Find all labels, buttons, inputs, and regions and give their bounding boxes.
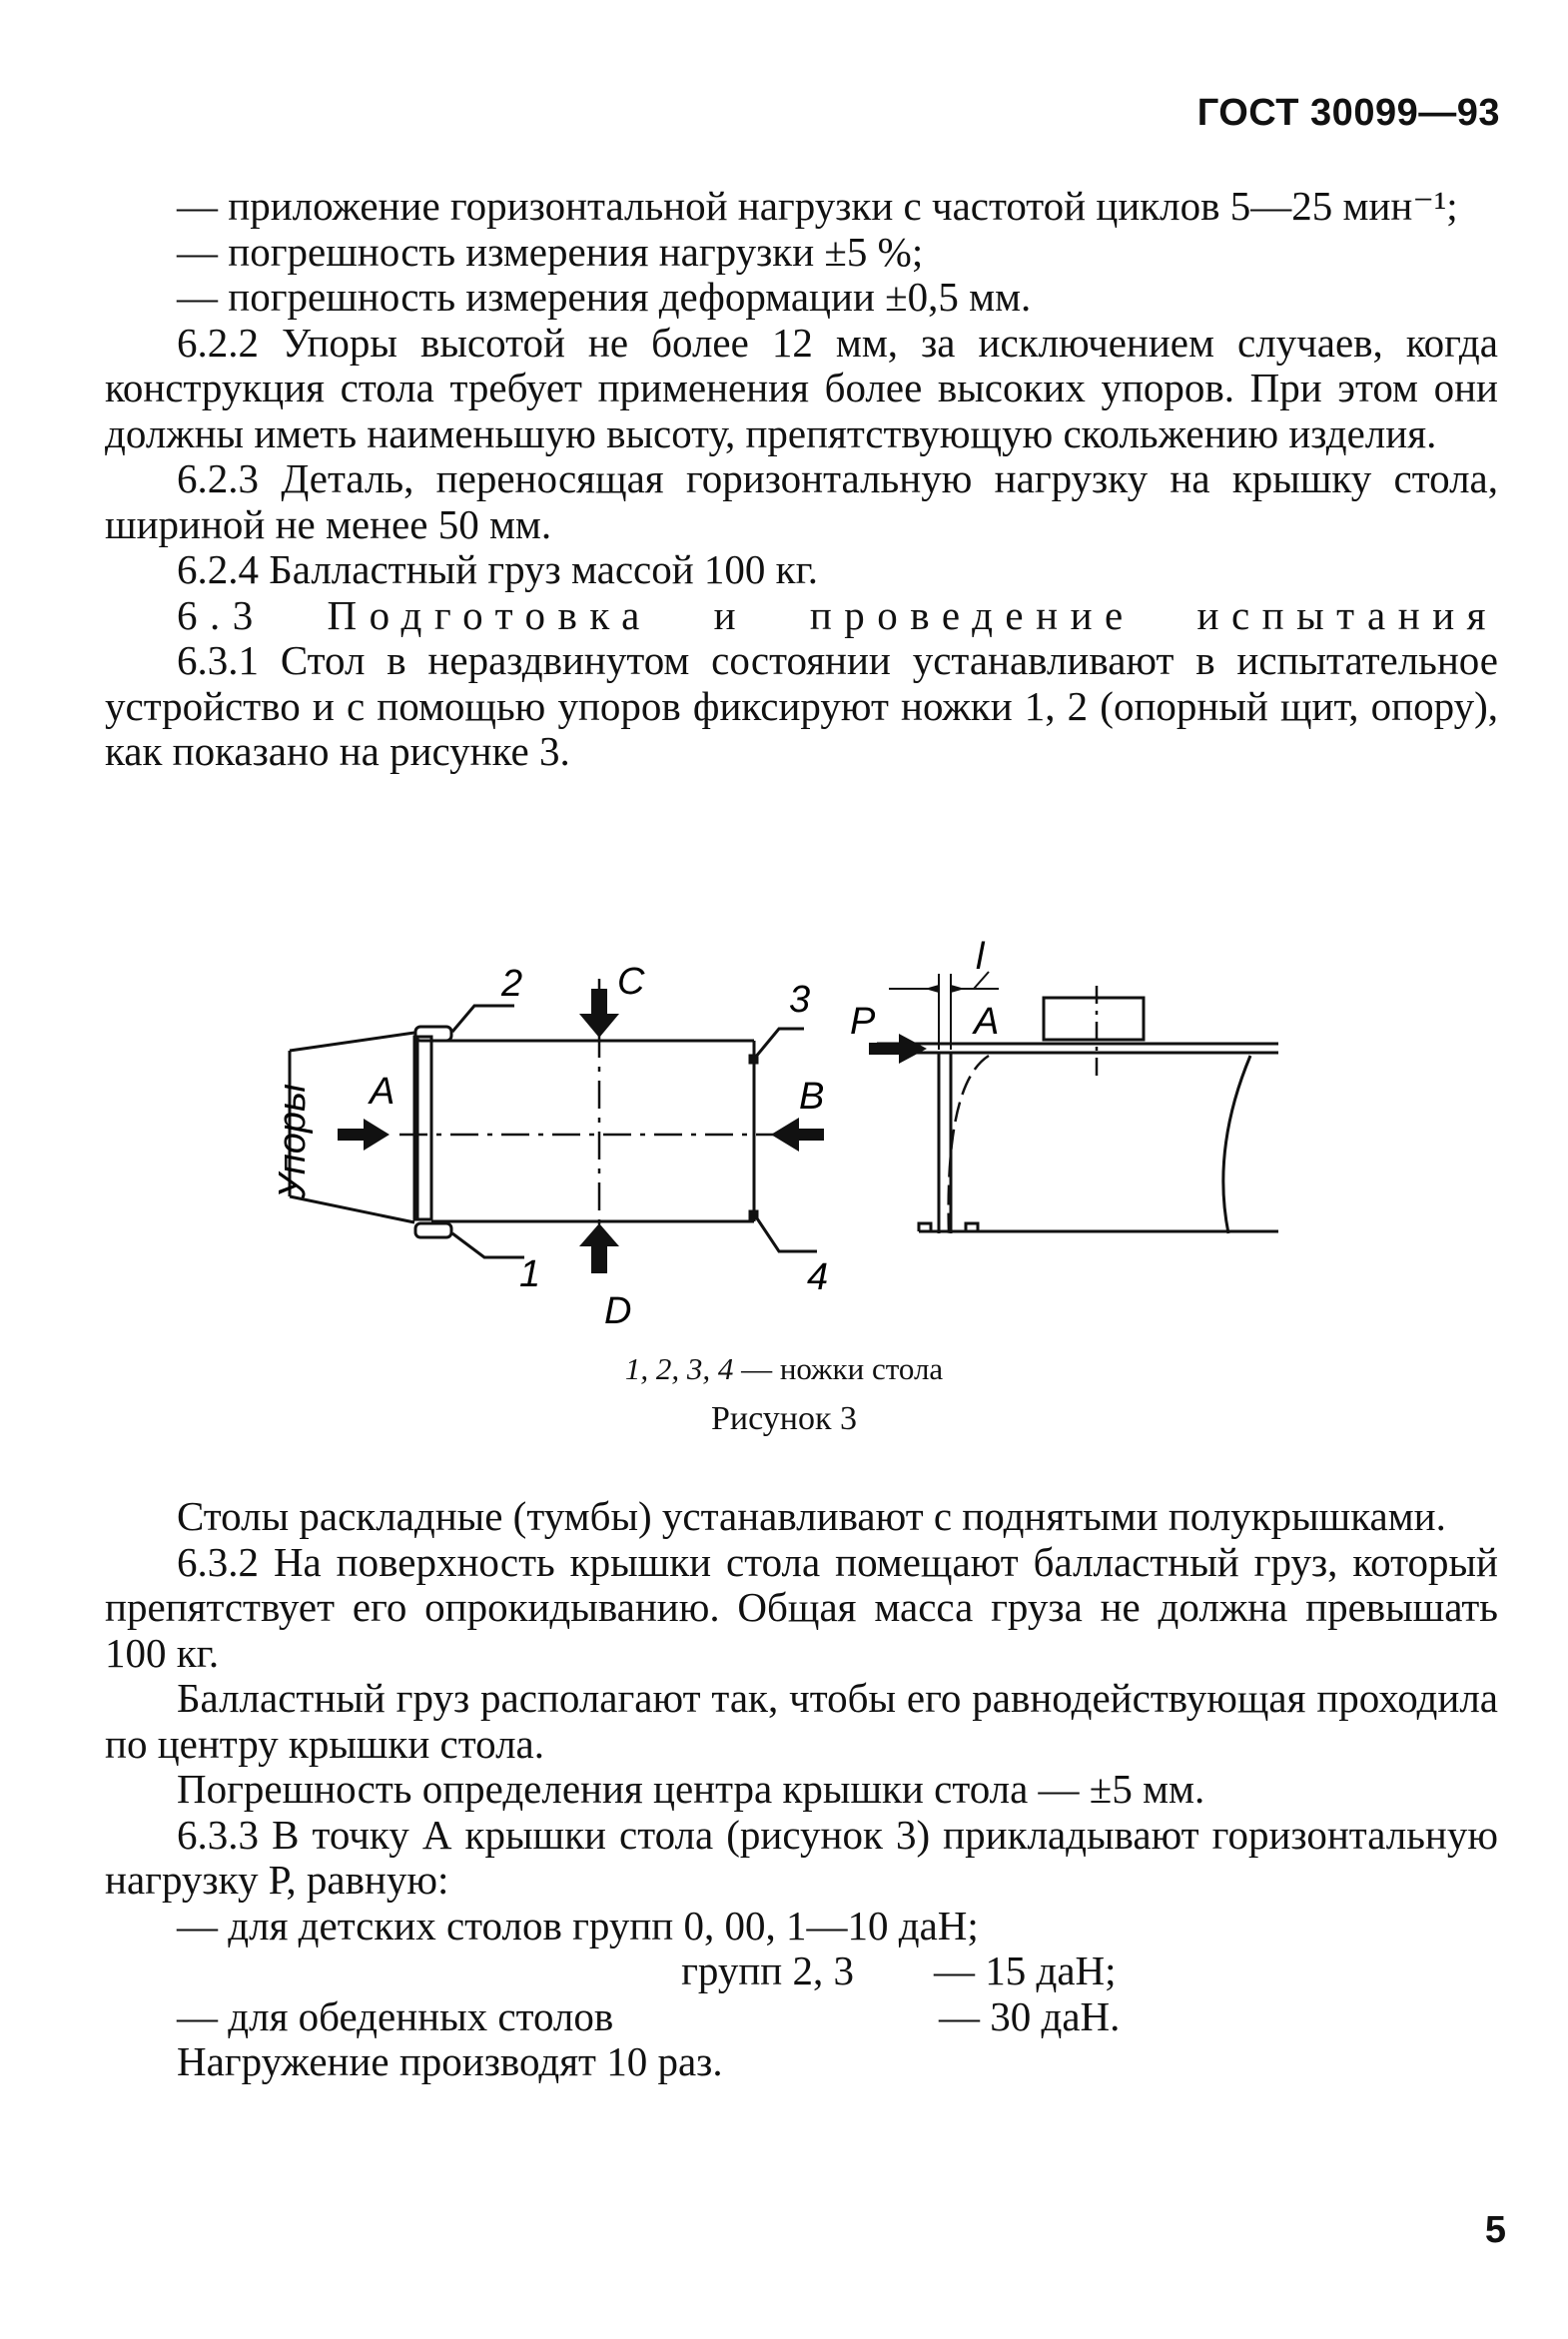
list-item-children-tables: — для детских столов групп 0, 00, 1—10 даН; bbox=[177, 1902, 979, 1949]
label-leg-3: 3 bbox=[789, 979, 811, 1021]
text-block-bottom bbox=[105, 1494, 1498, 2085]
list-item-groups-2-3 bbox=[105, 1949, 1498, 1994]
paragraph-6-2-2: 6.2.2 Упоры высотой не более 12 мм, за исключением случаев, когда конструкция стола требует применения более высоких упоров. При этом они должны иметь наименьшую высоту, препятствующую скольжению изделия. bbox=[105, 319, 1498, 456]
force-arrow-c bbox=[579, 989, 619, 1038]
label-force-d: D bbox=[604, 1290, 632, 1332]
figure-legend-text: — ножки стола bbox=[733, 1351, 944, 1386]
figure-3-diagram bbox=[270, 934, 1298, 1353]
stopper-bracket-line bbox=[290, 1196, 414, 1222]
paragraph-load-frequency: — приложение горизонтальной нагрузки с частотой циклов 5—25 мин⁻¹; bbox=[177, 183, 1458, 229]
paragraph-6-2-3: 6.2.3 Деталь, переносящая горизонтальную нагрузку на крышку стола, шириной не менее 50 мм. bbox=[105, 455, 1498, 547]
table-leg-2-mark bbox=[415, 1027, 451, 1041]
label-dimension-l: l bbox=[976, 936, 985, 978]
leader-line-3 bbox=[755, 1029, 804, 1058]
paragraph-6-3-3: 6.3.3 В точку А крышки стола (рисунок 3) прикладывают горизонтальную нагрузку Р, равную: bbox=[105, 1811, 1498, 1903]
label-force-c: C bbox=[617, 961, 645, 1003]
dimension-arrowhead bbox=[951, 985, 965, 993]
dining-value: — 30 даН. bbox=[939, 1992, 1121, 2039]
force-arrow-a bbox=[338, 1119, 390, 1151]
paragraph-6-2-4: 6.2.4 Балластный груз массой 100 кг. bbox=[177, 546, 819, 592]
label-point-a-side: A bbox=[974, 1001, 1000, 1043]
deformed-leg-dashed bbox=[949, 1056, 989, 1233]
ballast-weight bbox=[1044, 998, 1144, 1040]
force-arrow-b bbox=[771, 1118, 824, 1152]
force-arrow-d bbox=[579, 1223, 619, 1273]
paragraph-center-error: Погрешность определения центра крышки стола — ±5 мм. bbox=[177, 1766, 1205, 1812]
label-stoppers: Упоры bbox=[272, 1083, 314, 1198]
paragraph-6-3-1: 6.3.1 Стол в нераздвинутом состоянии устанавливают в испытательное устройство и с помощью упоров фиксируют ножки 1, 2 (опорный щит, опору), как показано на рисунке 3. bbox=[105, 637, 1498, 774]
list-item-dining-tables bbox=[105, 1994, 1498, 2040]
paragraph-loading-count: Нагружение производят 10 раз. bbox=[177, 2038, 723, 2084]
figure-legend bbox=[0, 1351, 1568, 1387]
stopper-bracket-line bbox=[290, 1033, 414, 1051]
table-leg-1-mark bbox=[415, 1223, 451, 1237]
figure-legend-numbers: 1, 2, 3, 4 bbox=[624, 1351, 734, 1386]
paragraph-folding-tables: Столы раскладные (тумбы) устанавливают с поднятыми полукрышками. bbox=[177, 1493, 1446, 1539]
page-number: 5 bbox=[1484, 2209, 1506, 2251]
paragraph-deformation-error: — погрешность измерения деформации ±0,5 мм. bbox=[177, 274, 1032, 320]
label-leg-4: 4 bbox=[807, 1256, 829, 1298]
table-leg-right-curve bbox=[1223, 1056, 1250, 1233]
paragraph-load-error: — погрешность измерения нагрузки ±5 %; bbox=[177, 228, 924, 275]
leader-line-4 bbox=[755, 1215, 817, 1251]
force-arrow-p bbox=[869, 1034, 927, 1064]
groups-value: — 15 даН; bbox=[934, 1948, 1117, 1993]
section-heading-6-3: 6.3 Подготовка и проведение испытания bbox=[177, 591, 1498, 638]
paragraph-6-3-2: 6.3.2 На поверхность крышки стола помещают балластный груз, который препятствует его опрокидыванию. Общая масса груза не должна превышать 100 кг. bbox=[105, 1538, 1498, 1676]
figure-title: Рисунок 3 bbox=[711, 1400, 857, 1437]
groups-label: групп 2, 3 bbox=[681, 1948, 854, 1993]
leader-line-1 bbox=[452, 1233, 524, 1257]
paragraph-ballast-position: Балластный груз располагают так, чтобы его равнодействующая проходила по центру крышки стола. bbox=[105, 1675, 1498, 1767]
label-force-p: P bbox=[850, 1001, 876, 1043]
leader-line-2 bbox=[452, 1006, 514, 1032]
text-block-top bbox=[105, 184, 1498, 775]
label-point-a: A bbox=[370, 1071, 395, 1113]
doc-header-code: ГОСТ 30099—93 bbox=[1196, 92, 1500, 134]
label-leg-1: 1 bbox=[519, 1253, 541, 1295]
dimension-arrowhead bbox=[925, 985, 939, 993]
label-force-b: B bbox=[799, 1076, 825, 1118]
label-leg-2: 2 bbox=[501, 963, 523, 1005]
dining-label: — для обеденных столов bbox=[177, 1992, 614, 2039]
